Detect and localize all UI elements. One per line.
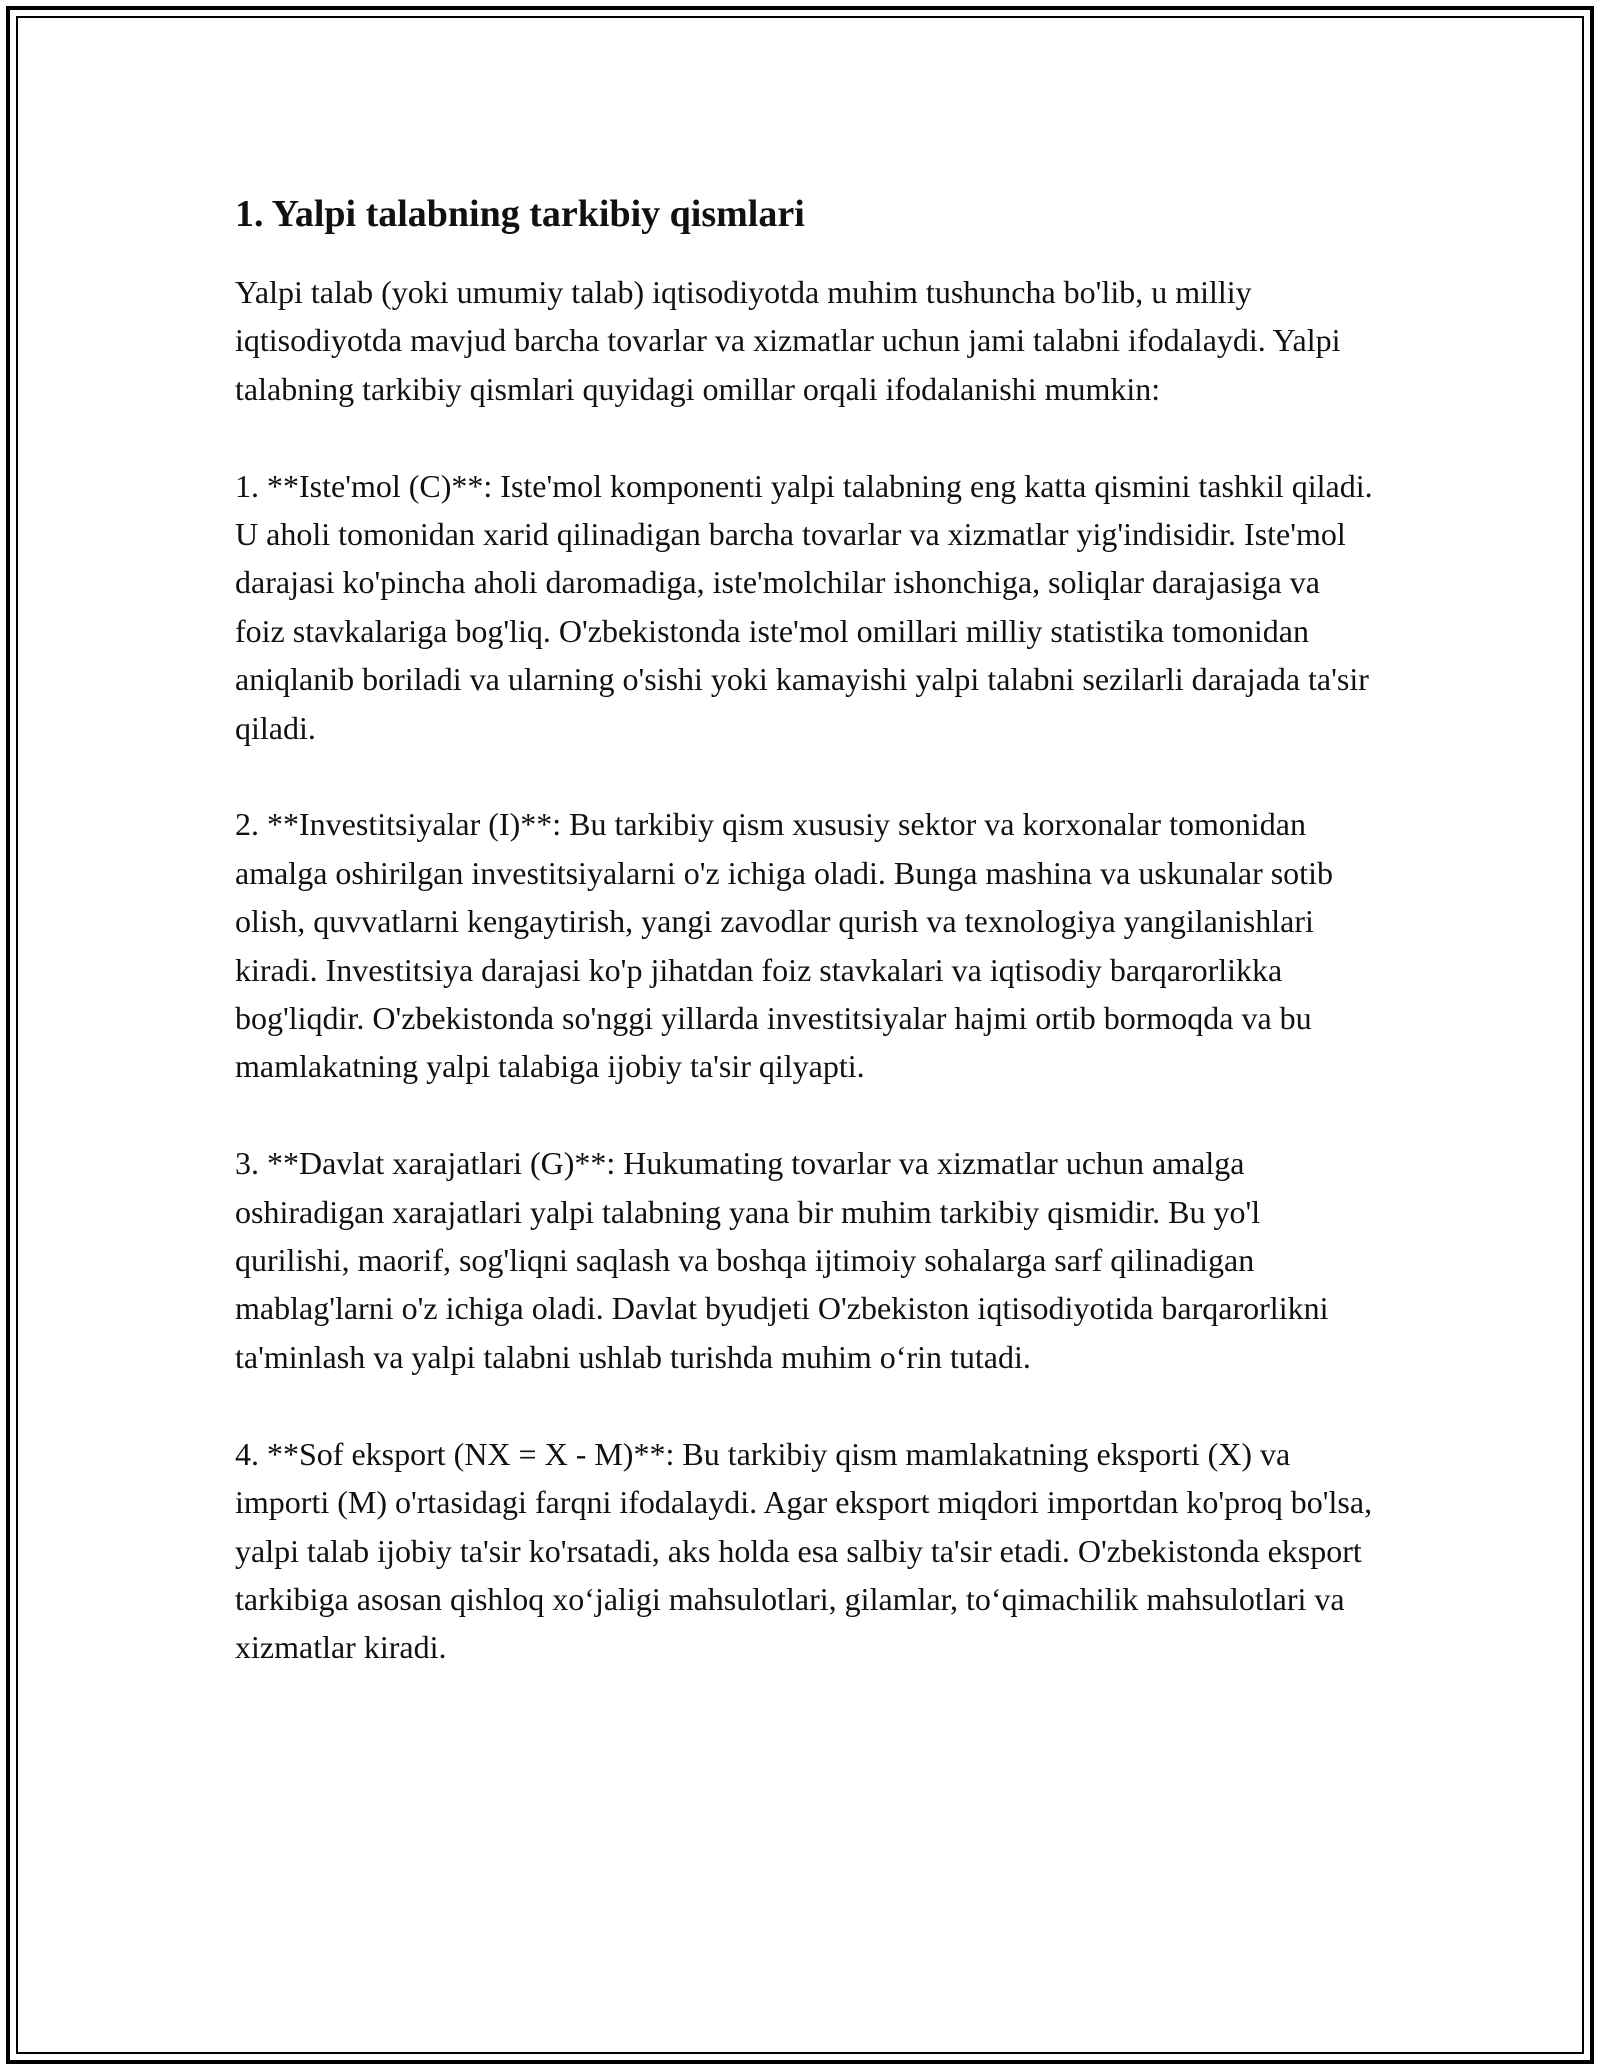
paragraph-government-spending: 3. **Davlat xarajatlari (G)**: Hukumating tovarlar va xizmatlar uchun amalga oshiradigan xarajatlari yalpi talabning yana bir muhim tarkibiy qismidir. Bu yo'l qurilishi, maorif, sog'liqni saqlash va boshqa ijtimoiy sohalarga sarf qilinadigan mablag'larni o'z ichiga oladi. Davlat byudjeti O'zbekiston iqtisodiyotida barqarorlikni ta'minlash va yalpi talabni ushlab turishda muhim o‘rin tutadi. <box>235 1145 1329 1375</box>
document-title: 1. Yalpi talabning tarkibiy qismlari <box>235 193 805 235</box>
paragraph-consumption: 1. **Iste'mol (C)**: Iste'mol komponenti yalpi talabning eng katta qismini tashkil qiladi. U aholi tomonidan xarid qilinadigan barcha tovarlar va xizmatlar yig'indisidir. Iste'mol darajasi ko'pincha aholi daromadiga, iste'molchilar ishonchiga, soliqlar darajasiga va foiz stavkalariga bog'liq. O'zbekistonda iste'mol omillari milliy statistika tomonidan aniqlanib boriladi va ularning o'sishi yoki kamayishi yalpi talabni sezilarli darajada ta'sir qiladi. <box>235 467 1373 746</box>
paragraph-net-exports: 4. **Sof eksport (NX = X - M)**: Bu tarkibiy qism mamlakatning eksporti (X) va importi (M) o'rtasidagi farqni ifodalaydi. Agar eksport miqdori importdan ko'proq bo'lsa, yalpi talab ijobiy ta'sir ko'rsatadi, aks holda esa salbiy ta'sir etadi. O'zbekistonda eksport tarkibiga asosan qishloq xo‘jaligi mahsulotlari, gilamlar, to‘qimachilik mahsulotlari va xizmatlar kiradi. <box>235 1435 1373 1666</box>
paragraph-intro: Yalpi talab (yoki umumiy talab) iqtisodiyotda muhim tushuncha bo'lib, u milliy iqtisodiyotda mavjud barcha tovarlar va xizmatlar uchun jami talabni ifodalaydi. Yalpi talabning tarkibiy qismlari quyidagi omillar orqali ifodalanishi mumkin: <box>235 274 1341 407</box>
paragraph-investment: 2. **Investitsiyalar (I)**: Bu tarkibiy qism xususiy sektor va korxonalar tomonidan amalga oshirilgan investitsiyalarni o'z ichiga oladi. Bunga mashina va uskunalar sotib olish, quvvatlarni kengaytirish, yangi zavodlar qurish va texnologiya yangilanishlari kiradi. Investitsiya darajasi ko'p jihatdan foiz stavkalari va iqtisodiy barqarorlikka bog'liqdir. O'zbekistonda so'nggi yillarda investitsiyalar hajmi ortib bormoqda va bu mamlakatning yalpi talabiga ijobiy ta'sir qilyapti. <box>235 806 1333 1085</box>
document-body <box>235 188 1375 1720</box>
